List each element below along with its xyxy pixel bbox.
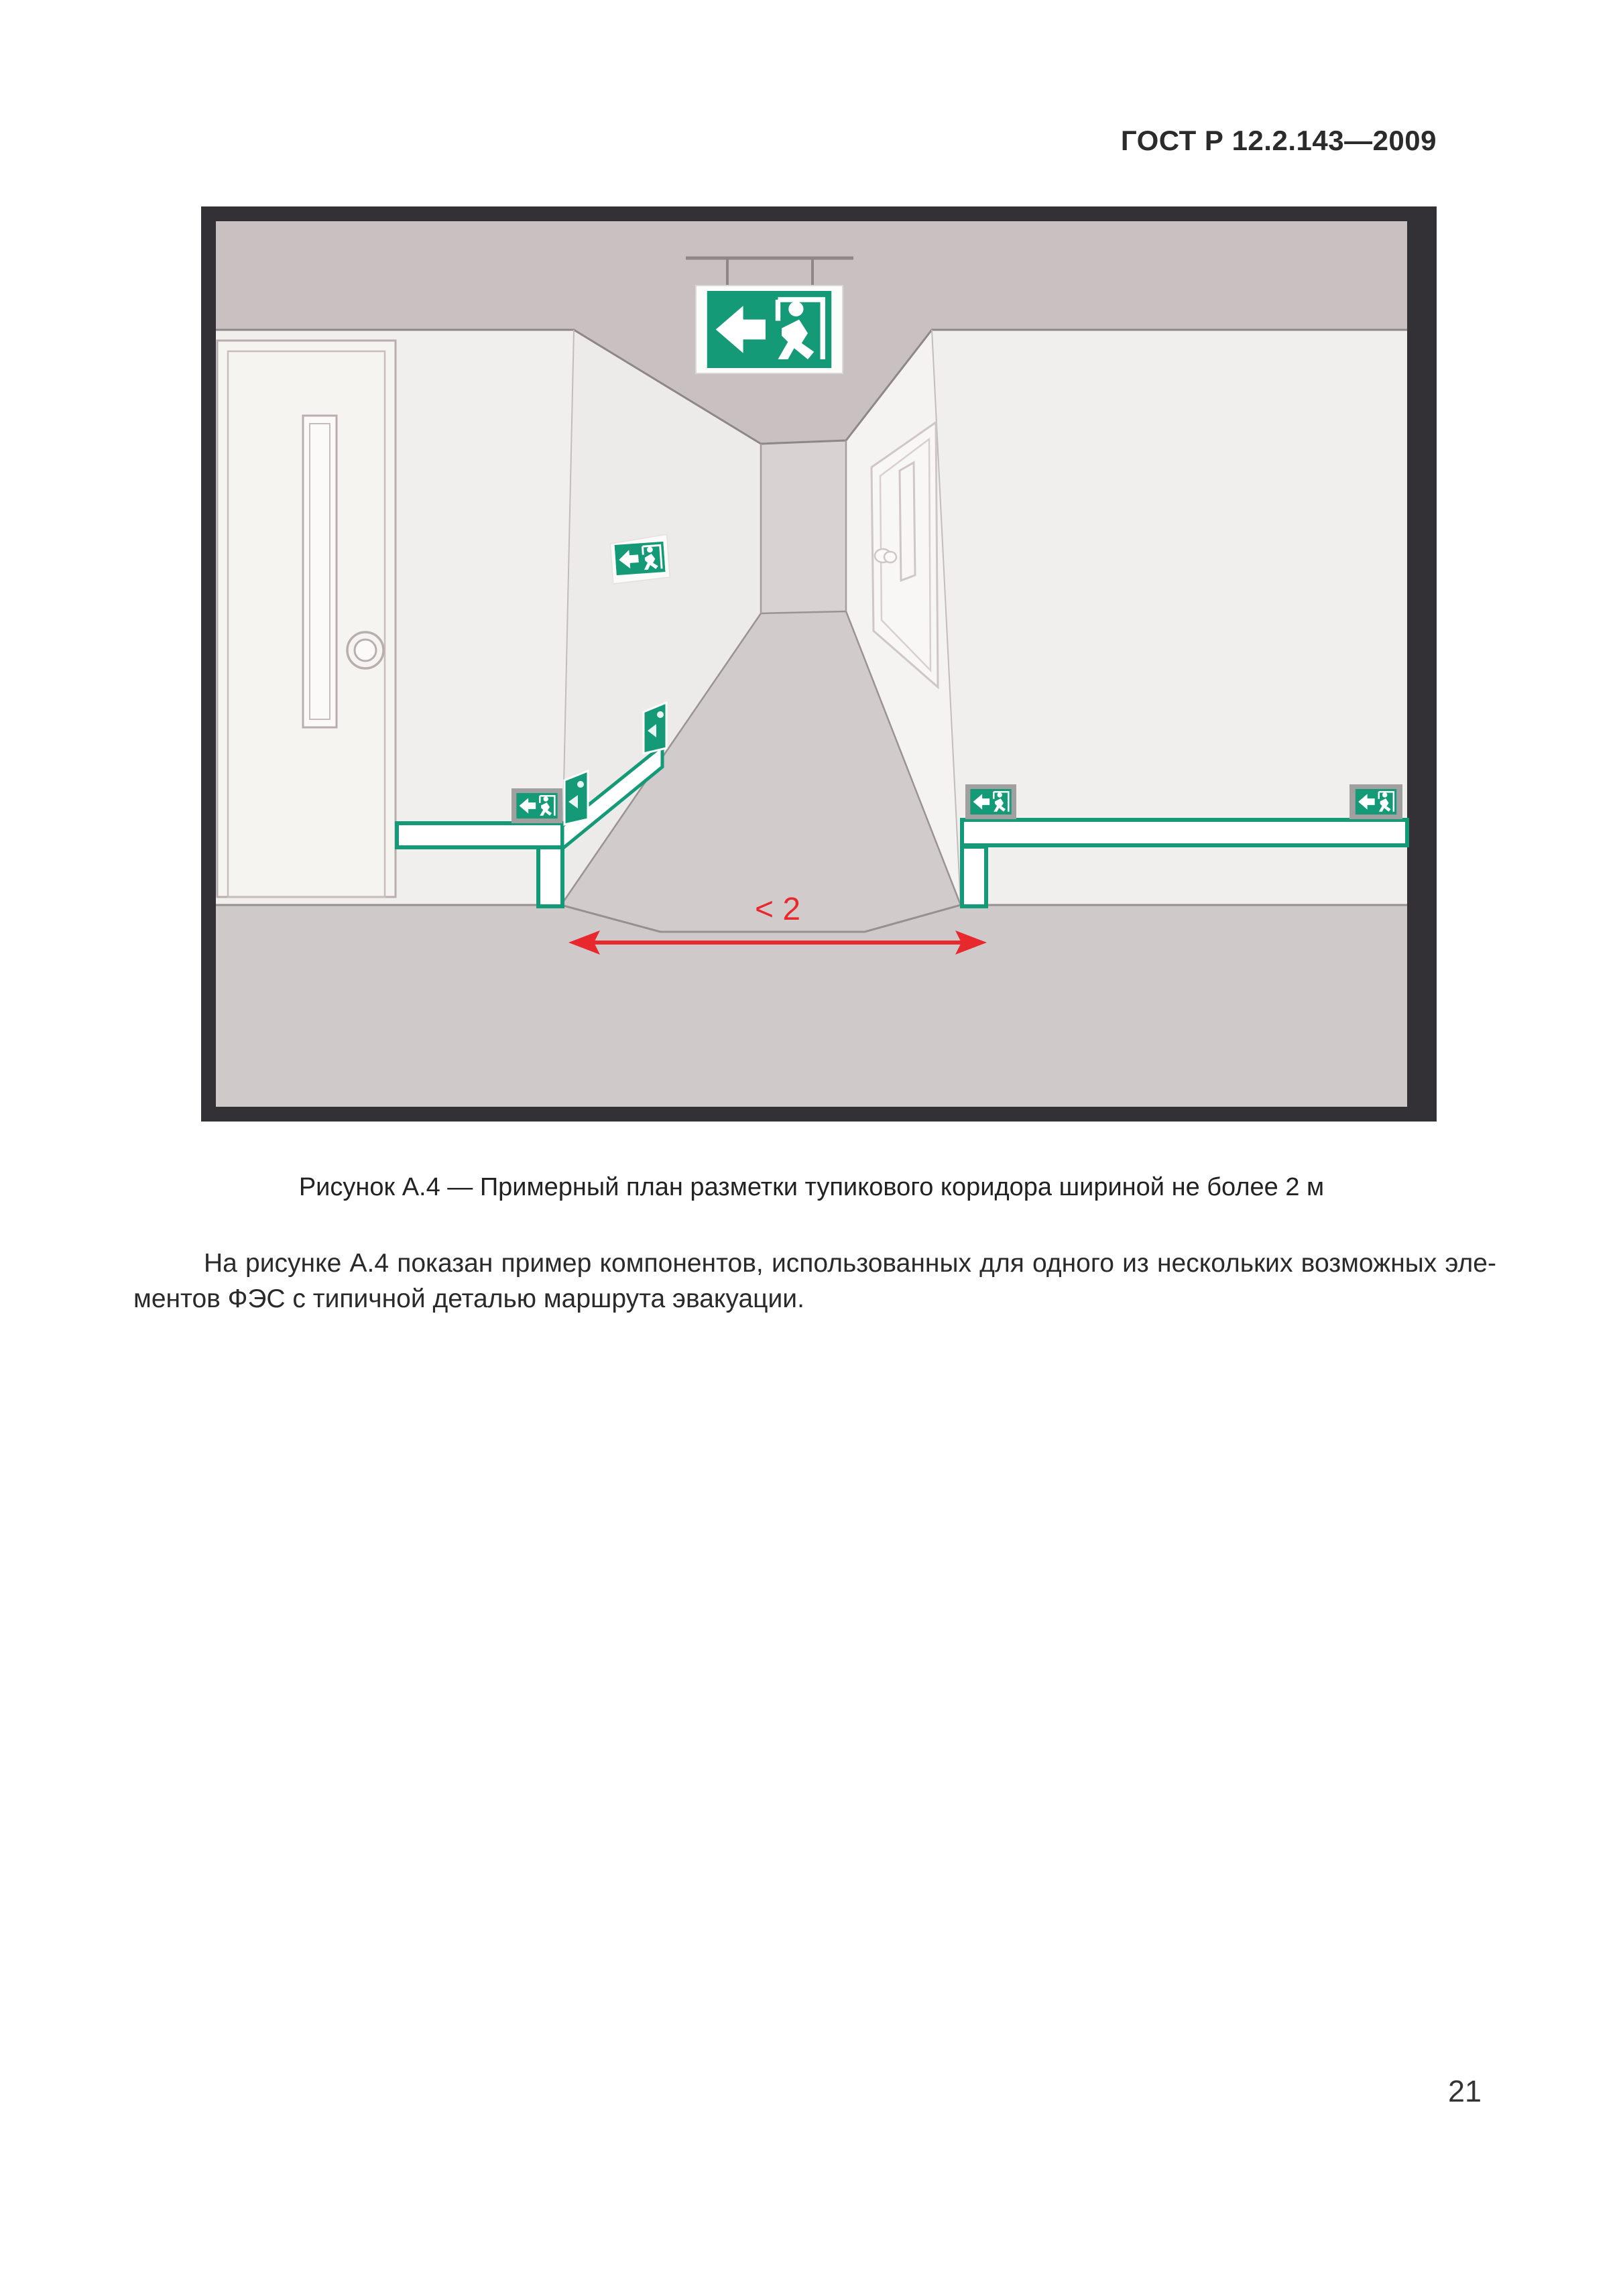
figure-a4: [201, 206, 1437, 1122]
far-right-exit-sign: [1349, 784, 1402, 819]
corridor-illustration: [201, 206, 1437, 1122]
corridor-flag-exit-sign: [610, 534, 670, 584]
left-corner-vertical-strip: [538, 847, 562, 906]
body-paragraph-line2: ментов ФЭС с типичной деталью маршрута эвакуации.: [133, 1284, 804, 1313]
dimension-label: < 2: [754, 892, 801, 927]
corridor-left-wall-low-sign: [644, 703, 666, 753]
body-paragraph-line1: На рисунке А.4 показан пример компонентов, использованных для одного из нескольких возможных эле-: [204, 1249, 1496, 1278]
corridor-end-wall: [761, 440, 846, 613]
right-corner-vertical-strip: [962, 847, 986, 906]
exit-man-icon: [707, 291, 831, 368]
exit-man-icon: [615, 542, 666, 575]
body-paragraph: [133, 1246, 1496, 1317]
exit-man-icon: [516, 793, 557, 819]
right-wall-strip: [962, 820, 1407, 845]
left-door-window-slot: [303, 416, 337, 727]
exit-man-icon: [970, 789, 1011, 814]
page-number: 21: [1448, 2074, 1482, 2108]
page-header: ГОСТ Р 12.2.143—2009: [1120, 125, 1437, 156]
exit-man-icon: [1356, 789, 1396, 814]
right-corner-exit-sign: [965, 784, 1016, 819]
left-door: [217, 341, 396, 897]
figure-caption: Рисунок А.4 — Примерный план разметки тупикового коридора шириной не более 2 м: [298, 1173, 1325, 1201]
left-wall-strip: [397, 823, 562, 847]
